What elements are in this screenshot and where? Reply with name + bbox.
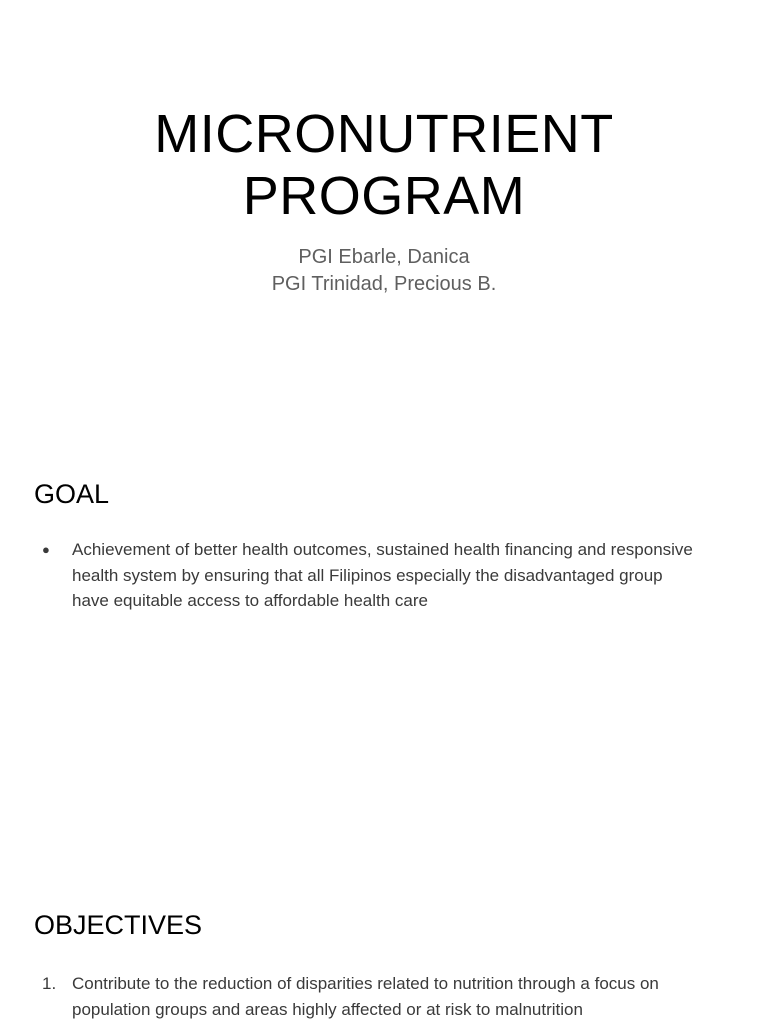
bullet-marker: ● (42, 542, 50, 557)
objectives-list (42, 971, 742, 1022)
presentation-title (0, 103, 768, 227)
list-item (42, 537, 702, 614)
author-1: PGI Ebarle, Danica (298, 246, 470, 268)
objectives-heading: OBJECTIVES (34, 910, 203, 940)
title-line-1: MICRONUTRIENT (154, 104, 614, 164)
list-item (42, 971, 742, 1022)
authors (0, 244, 768, 298)
goal-slide (0, 432, 768, 864)
objective-text: Contribute to the reduction of disparities related to nutrition through a focus on population groups and areas highly affected or at risk to malnutrition (72, 974, 659, 1019)
goal-heading: GOAL (34, 479, 110, 509)
goal-bullet-list (42, 537, 702, 614)
title-line-2: PROGRAM (242, 166, 526, 226)
item-number: 1. (42, 974, 57, 993)
title-slide (0, 0, 768, 432)
goal-bullet-text: Achievement of better health outcomes, sustained health financing and responsive health system by ensuring that all Filipinos especially the disadvantaged group have equitable access to affordable health care (72, 540, 693, 610)
author-2: PGI Trinidad, Precious B. (271, 273, 497, 295)
objectives-slide (0, 864, 768, 1024)
